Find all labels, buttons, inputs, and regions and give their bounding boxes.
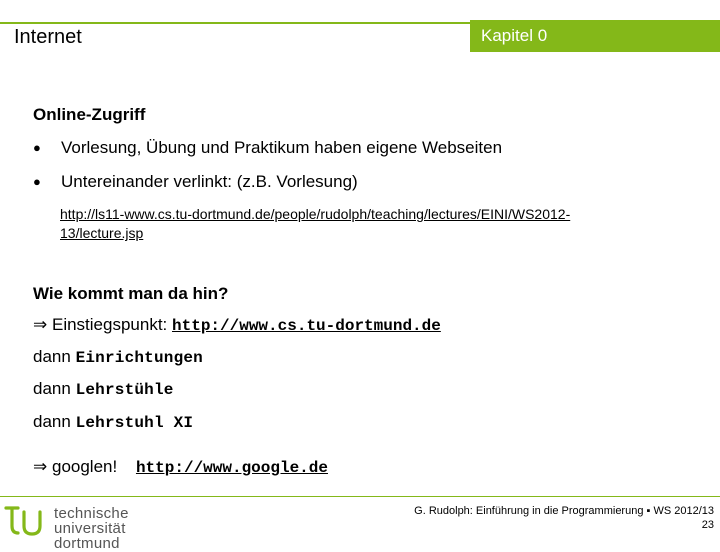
bullet-item xyxy=(33,138,502,158)
step-word: dann xyxy=(33,347,71,366)
logo-wordmark xyxy=(54,506,194,551)
footer-divider xyxy=(0,496,720,497)
step-target: Einrichtungen xyxy=(75,349,203,367)
chapter-label: Kapitel 0 xyxy=(481,26,548,45)
entry-label: Einstiegspunkt: xyxy=(51,315,168,334)
lecture-url-line1[interactable]: http://ls11-www.cs.tu-dortmund.de/people/rudolph/teaching/lectures/EINI/WS2012- xyxy=(60,206,571,222)
step-word: dann xyxy=(33,379,71,398)
footer-credit xyxy=(414,504,714,532)
page-number: 23 xyxy=(701,519,714,531)
implies-arrow-icon: ⇒ xyxy=(33,457,48,476)
logo-line1: technische universität xyxy=(54,505,129,537)
chapter-badge xyxy=(470,20,720,52)
bullet-item xyxy=(33,172,358,192)
google-label: googlen! xyxy=(51,457,118,476)
google-url-link[interactable]: http://www.google.de xyxy=(135,459,328,477)
bullet-text: Untereinander verlinkt: (z.B. Vorlesung) xyxy=(61,172,358,191)
logo-line2: dortmund xyxy=(54,535,120,552)
step-target: Lehrstuhl XI xyxy=(75,414,194,432)
step-word: dann xyxy=(33,412,71,431)
google-line xyxy=(33,457,328,478)
section-heading-navigation: Wie kommt man da hin? xyxy=(33,284,229,303)
university-logo xyxy=(4,504,194,552)
step-line xyxy=(33,379,174,400)
section-heading-online: Online-Zugriff xyxy=(33,105,146,124)
entry-url-link[interactable]: http://www.cs.tu-dortmund.de xyxy=(172,317,441,335)
footer-credit-text: G. Rudolph: Einführung in die Programmierung ▪ WS 2012/13 xyxy=(414,505,714,517)
step-line xyxy=(33,347,203,368)
step-target: Lehrstühle xyxy=(75,381,174,399)
tu-logo-icon xyxy=(4,504,46,538)
page-title: Internet xyxy=(14,26,82,48)
lecture-url-link[interactable] xyxy=(60,205,700,243)
lecture-url-line2[interactable]: 13/lecture.jsp xyxy=(60,225,144,241)
implies-arrow-icon: ⇒ xyxy=(33,315,48,334)
step-line xyxy=(33,412,193,433)
bullet-dot-icon: ● xyxy=(33,140,41,155)
bullet-text: Vorlesung, Übung und Praktikum haben eigene Webseiten xyxy=(61,138,503,157)
bullet-dot-icon: ● xyxy=(33,174,41,189)
entry-point-line xyxy=(33,315,441,336)
